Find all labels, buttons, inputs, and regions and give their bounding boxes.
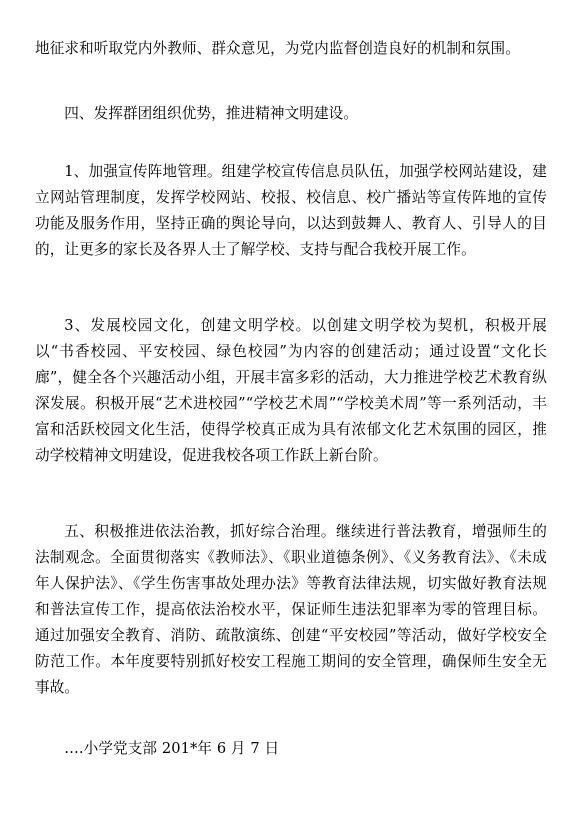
signature-date-line: ….小学党支部 201*年 6 月 7 日 <box>64 740 280 757</box>
paragraph-continuation: 地征求和听取党内外教师、群众意见，为党内监督创造良好的机制和氛围。 <box>35 40 520 57</box>
paragraph-propaganda: 1、加强宣传阵地管理。组建学校宣传信息员队伍，加强学校网站建设，建立网站管理制度，发挥学校网站、校报、校信息、校广播站等宣传阵地的宣传功能及服务作用，坚持正确的舆论导向，以达到鼓舞人、教育人、引导人的目的，让更多的家长及各界人士了解学校、支持与配合我校开展工作。 <box>35 163 547 258</box>
paragraph-rule-of-law: 五、积极推进依法治教，抓好综合治理。继续进行普法教育，增强师生的法制观念。全面贯彻落实《教师法》、《职业道德条例》、《义务教育法》、《未成年人保护法》、《学生伤害事故处理办法》等教育法律法规，切实做好教育法规和普法宣传工作，提高依法治校水平，保证师生违法犯罪率为零的管理目标。通过加强安全教育、消防、疏散演练、创建“平安校园”等活动，做好学校安全防范工作。本年度要特别抓好校安工程施工期间的安全管理，确保师生安全无事故。 <box>35 523 547 696</box>
paragraph-campus-culture: 3、发展校园文化，创建文明学校。以创建文明学校为契机，积极开展以“书香校园、平安校园、绿色校园”为内容的创建活动；通过设置“文化长廊”，健全各个兴趣活动小组，开展丰富多彩的活动，大力推进学校艺术教育纵深发展。积极开展“艺术进校园”“学校艺术周”“学校美术周”等一系列活动，丰富和活跃校园文化生活，使得学校真正成为具有浓郁文化艺术氛围的园区，推动学校精神文明建设，促进我校各项工作跃上新台阶。 <box>35 317 547 464</box>
section-heading-four: 四、发挥群团组织优势，推进精神文明建设。 <box>64 105 359 122</box>
